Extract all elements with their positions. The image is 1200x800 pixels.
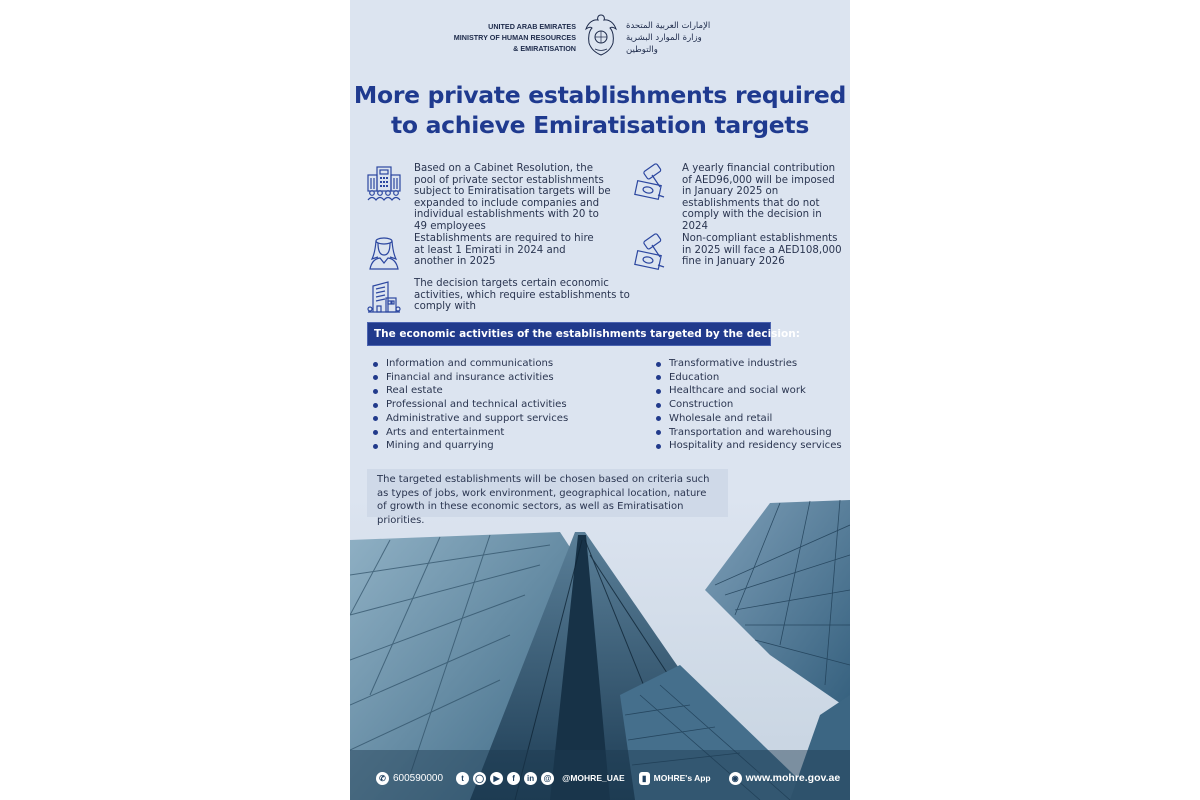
globe-icon: ◉ <box>729 772 742 785</box>
bullet-icon <box>656 389 661 394</box>
activity-label: Transformative industries <box>669 358 798 369</box>
activity-label: Healthcare and social work <box>669 385 806 397</box>
social-handle[interactable]: @MOHRE_UAE <box>562 773 625 783</box>
activities-heading: The economic activities of the establishments targeted by the decision: <box>367 322 771 346</box>
bullet-icon <box>656 362 661 367</box>
page-title <box>350 80 850 140</box>
activity-label: Wholesale and retail <box>669 412 773 424</box>
ministry-name-arabic <box>626 20 710 56</box>
activity-item <box>373 398 568 412</box>
facebook-icon[interactable]: f <box>507 772 520 785</box>
ministry-header <box>350 12 850 60</box>
gavel-money-icon <box>632 163 672 203</box>
activity-item <box>373 384 568 398</box>
office-building-icon <box>364 278 404 318</box>
threads-icon[interactable]: @ <box>541 772 554 785</box>
bullet-icon <box>373 416 378 421</box>
activity-item <box>373 426 568 440</box>
youtube-icon[interactable]: ▶ <box>490 772 503 785</box>
fact-item <box>364 233 614 273</box>
gavel-money-icon <box>632 233 672 273</box>
activity-item <box>656 371 842 385</box>
activity-label: Arts and entertainment <box>386 426 505 438</box>
activity-label: Financial and insurance activities <box>386 371 554 383</box>
bullet-icon <box>373 430 378 435</box>
ministry-name-english <box>454 21 576 54</box>
buildings-people-icon <box>364 163 404 203</box>
activity-label: Professional and technical activities <box>386 399 567 411</box>
fact-item <box>632 163 842 232</box>
activity-label: Real estate <box>386 385 443 397</box>
bullet-icon <box>373 389 378 394</box>
activity-label: Education <box>669 371 720 383</box>
bullet-icon <box>373 362 378 367</box>
activity-label: Information and communications <box>386 358 554 369</box>
emirati-person-icon <box>364 233 404 273</box>
bullet-icon <box>656 403 661 408</box>
skyscrapers-photo <box>350 495 850 800</box>
activity-item <box>656 439 842 453</box>
activity-item <box>373 357 568 371</box>
phone-icon: ✆ <box>376 772 389 785</box>
header-line: & EMIRATISATION <box>513 44 576 53</box>
activity-item <box>656 398 842 412</box>
bullet-icon <box>656 375 661 380</box>
infographic-poster <box>350 0 850 800</box>
activities-list-left <box>373 357 568 453</box>
title-line: to achieve Emiratisation targets <box>390 111 810 139</box>
activity-item <box>373 412 568 426</box>
contact-footer <box>350 763 850 793</box>
title-line: More private establishments required <box>353 81 847 109</box>
fact-text: A yearly financial contribution of AED96,000 will be imposed in January 2025 on establishments that do not comply with the decision in 2024 <box>682 163 836 232</box>
mobile-app-icon: ▮ <box>639 772 650 785</box>
activity-item <box>373 439 568 453</box>
activity-label: Hospitality and residency services <box>669 440 842 452</box>
bullet-icon <box>373 403 378 408</box>
header-line: MINISTRY OF HUMAN RESOURCES <box>453 33 576 42</box>
fact-text: Non-compliant establishments in 2025 will face a AED108,000 fine in January 2026 <box>682 233 842 267</box>
activity-item <box>656 426 842 440</box>
bullet-icon <box>373 375 378 380</box>
header-line: UNITED ARAB EMIRATES <box>488 22 576 31</box>
activity-label: Administrative and support services <box>386 412 569 424</box>
app-label[interactable]: MOHRE's App <box>653 773 711 783</box>
fact-item <box>364 163 614 232</box>
fact-text: Based on a Cabinet Resolution, the pool of private sector establishments subject to Emiratisation targets will be expanded to include companies and individual establishments with 20 to 49 employees <box>414 163 611 232</box>
header-line: والتوطين <box>626 45 658 55</box>
website-link[interactable]: www.mohre.gov.ae <box>745 772 841 784</box>
activity-item <box>656 384 842 398</box>
fact-item <box>364 278 664 318</box>
activity-label: Construction <box>669 399 734 411</box>
activity-item <box>656 412 842 426</box>
bullet-icon <box>656 430 661 435</box>
bullet-icon <box>656 416 661 421</box>
falcon-emblem-icon <box>583 13 619 57</box>
phone-number[interactable]: 600590000 <box>393 772 444 784</box>
twitter-icon[interactable]: t <box>456 772 469 785</box>
activity-item <box>656 357 842 371</box>
activity-label: Transportation and warehousing <box>669 426 832 438</box>
bullet-icon <box>373 444 378 449</box>
selection-criteria-note: The targeted establishments will be chosen based on criteria such as types of jobs, work environment, geographical location, nature of growth in these economic sectors, as well as Emiratisation priorities. <box>367 469 728 517</box>
fact-text: Establishments are required to hire at least 1 Emirati in 2024 and another in 2025 <box>414 233 594 267</box>
activity-label: Mining and quarrying <box>386 440 494 452</box>
bullet-icon <box>656 444 661 449</box>
fact-text: The decision targets certain economic activities, which require establishments to comply with <box>414 278 630 312</box>
header-line: الإمارات العربية المتحدة <box>626 21 711 31</box>
activity-item <box>373 371 568 385</box>
header-line: وزارة الموارد البشرية <box>626 33 702 43</box>
linkedin-icon[interactable]: in <box>524 772 537 785</box>
instagram-icon[interactable]: ◯ <box>473 772 486 785</box>
fact-item <box>632 233 842 273</box>
activities-list-right <box>656 357 842 453</box>
